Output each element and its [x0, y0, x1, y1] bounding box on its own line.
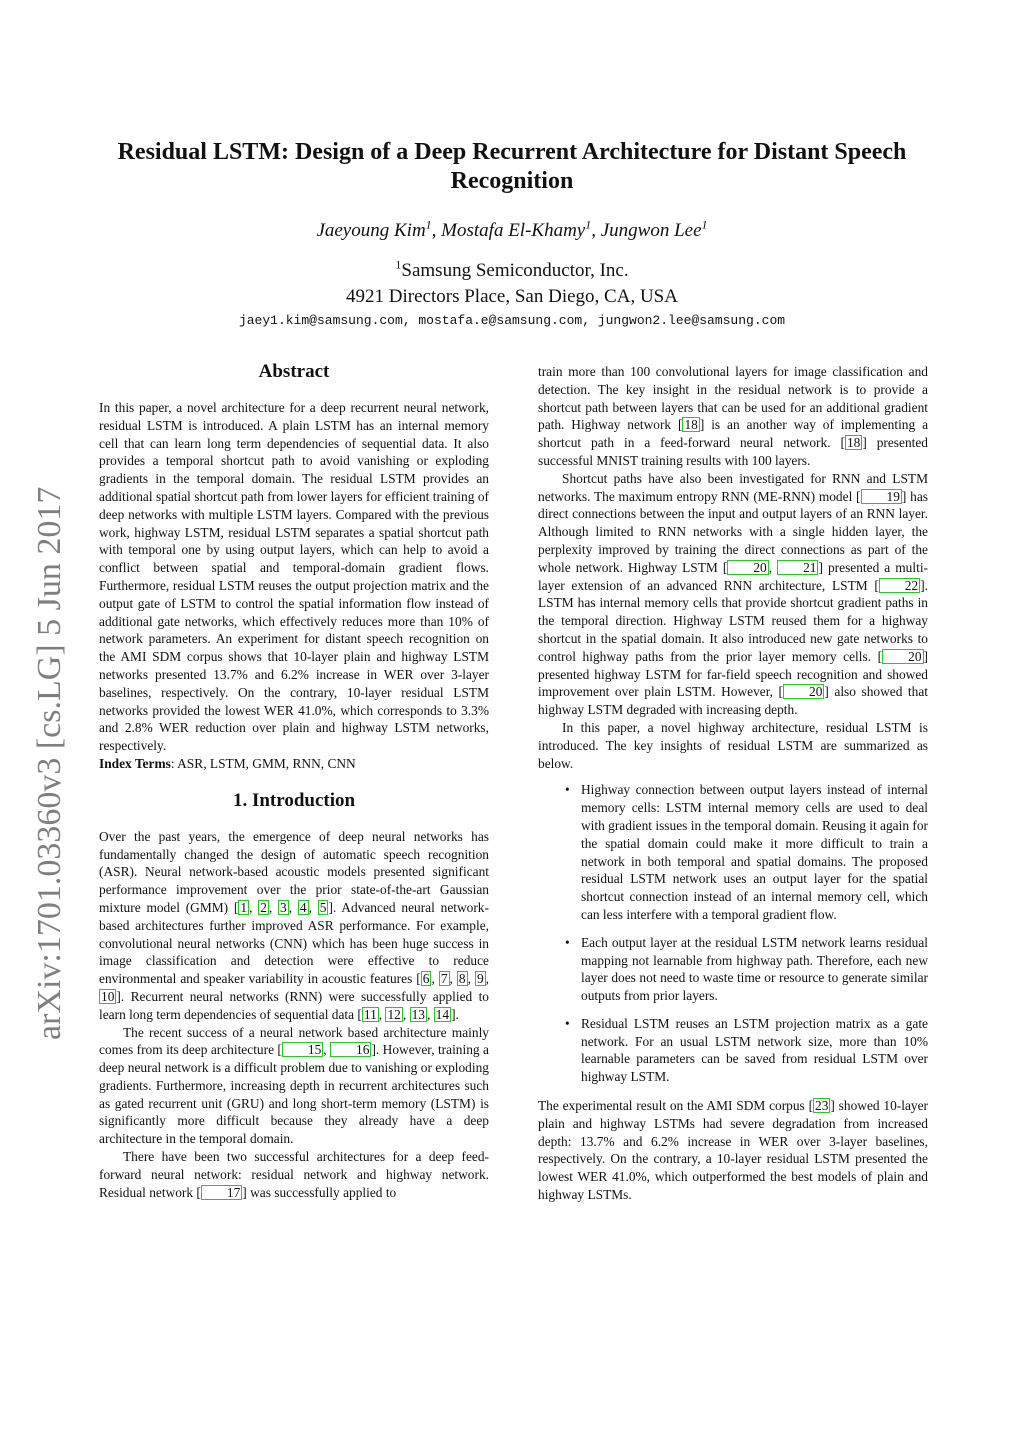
intro-paragraph-4: train more than 100 convolutional layers for image classification and detection. The key insight in the residual network is to provide a shortcut path between layers that can be used for an additional gradient path. Highway network [ 18 ] is an another way of implementing a shortcut path in a feed-forward neural network. [ 18 ] presented successful MNIST training results with 100 layers.: [538, 364, 929, 468]
citation-link[interactable]: 9: [476, 971, 484, 987]
paper-title: Residual LSTM: Design of a Deep Recurrent Architecture for Distant Speech Recognition: [117, 139, 907, 194]
intro-paragraph-7: The experimental result on the AMI SDM corpus [ 23 ] showed 10-layer plain and highway LSTMs had severe degradation from increased depth: 13.7% and 6.2% increase in WER over 3-layer baselines, respectively. On the contrary, a 10-layer residual LSTM presented the lowest WER 41.0%, which outperformed the best models of plain and highway LSTMs.: [538, 1098, 928, 1203]
bullet-icon: •: [565, 934, 570, 950]
index-terms-label: Index Terms: [99, 755, 171, 771]
author-2: Mostafa El-Khamy: [441, 220, 586, 241]
author-1-affil: 1: [425, 217, 432, 232]
citation-link[interactable]: 20: [727, 560, 768, 575]
citation-link[interactable]: 5: [319, 899, 327, 915]
citation-link[interactable]: 12: [387, 1006, 401, 1022]
arxiv-identifier: arXiv:1701.03360v3 [cs.LG] 5 Jun 2017: [31, 486, 68, 1040]
list-item: • Highway connection between output layers instead of internal memory cells: LSTM internal memory cells are used to deal with gradient issues in the temporal domain. Reusing it again for the spatial domain could make it more difficult to train a network in both temporal and spatial domains. The proposed residual LSTM network uses an output layer for the spatial shortcut connection instead of an internal memory cell, which can less interfere with a temporal gradient flow.: [565, 782, 928, 922]
index-terms: [99, 755, 489, 773]
citation-link[interactable]: 19: [861, 489, 902, 504]
left-column: [99, 360, 489, 1201]
author-1: Jaeyoung Kim: [316, 220, 426, 241]
citation-link[interactable]: 21: [777, 560, 818, 575]
author-3: Jungwon Lee: [600, 220, 702, 241]
citation-link[interactable]: 17: [201, 1185, 242, 1200]
intro-paragraph-5: Shortcut paths have also been investigated for RNN and LSTM networks. The maximum entropy RNN (ME-RNN) model [ 19 ] has direct connections between the input and output layers of an RNN layer. Although limited to RNN networks with a single hidden layer, the perplexity improved by training the direct connections as part of the whole network. Highway LSTM [ 20 , 21 ] presented a multi-layer extension of an advanced RNN architecture, LSTM [ 22 ]. LSTM has internal memory cells that provide shortcut gradient paths in the temporal direction. Highway LSTM reused them for a highway shortcut in the spatial domain. It also introduced new gate networks to control highway paths from the prior layer memory cells. [ 20 ] presented highway LSTM for far-field speech recognition and showed improvement over plain LSTM. However, [ 20 ] also showed that highway LSTM degraded with increasing depth.: [538, 470, 929, 718]
abstract-heading: Abstract: [258, 361, 330, 382]
right-column: [538, 363, 928, 1204]
affiliation: [90, 258, 934, 283]
citation-link[interactable]: 20: [882, 649, 923, 664]
index-terms-list: : ASR, LSTM, GMM, RNN, CNN: [170, 755, 356, 771]
affiliation-marker: 1: [395, 257, 402, 272]
author-separator: ,: [431, 220, 442, 241]
affiliation-address: 4921 Directors Place, San Diego, CA, USA: [346, 286, 678, 307]
citation-link[interactable]: 1: [240, 899, 248, 915]
citation-link[interactable]: 18: [846, 435, 861, 451]
key-insights-list: [538, 781, 928, 1086]
citation-link[interactable]: 6: [422, 971, 430, 987]
citation-link[interactable]: 7: [440, 971, 448, 987]
bullet-icon: •: [565, 1015, 570, 1031]
citation-link[interactable]: 16: [330, 1042, 371, 1057]
intro-heading: 1. Introduction: [232, 789, 356, 811]
author-3-affil: 1: [701, 217, 708, 232]
list-item: • Residual LSTM reuses an LSTM projection matrix as a gate network. For an usual LSTM network size, more than 10% learnable parameters can be saved from residual LSTM over highway LSTM.: [565, 1015, 928, 1085]
author-separator: ,: [591, 220, 601, 241]
citation-link[interactable]: 22: [879, 578, 920, 593]
citation-link[interactable]: 10: [101, 988, 115, 1004]
citation-link[interactable]: 8: [458, 971, 466, 987]
citation-link[interactable]: 4: [299, 899, 307, 915]
citation-link[interactable]: 18: [684, 417, 698, 433]
author-list: [90, 219, 934, 243]
affiliation-name: Samsung Semiconductor, Inc.: [401, 260, 629, 281]
abstract-text: In this paper, a novel architecture for a deep recurrent neural network, residual LSTM is introduced. A plain LSTM has an internal memory cell that can learn long term dependencies of sequential data. It also provides a temporal shortcut path to avoid vanishing or exploding gradients in the temporal domain. The residual LSTM provides an additional spatial shortcut path from lower layers for efficient training of deep networks with multiple LSTM layers. Compared with the previous work, highway LSTM, residual LSTM separates a spatial shortcut path with temporal one by using output layers, which can help to avoid a conflict between spatial and temporal-domain gradient flows. Furthermore, residual LSTM reuses the output projection matrix and the output gate of LSTM to control the spatial information flow instead of additional gate networks, which effectively reduces more than 10% of network parameters. An experiment for distant speech recognition on the AMI SDM corpus shows that 10-layer plain and highway LSTM networks presented 13.7% and 6.2% increase in WER over 3-layer baselines, respectively. On the contrary, 10-layer residual LSTM networks provided the lowest WER 41.0%, which corresponds to 3.3% and 2.8% WER reduction over plain and highway LSTM networks, respectively.: [99, 400, 489, 754]
intro-paragraph-3: There have been two successful architectures for a deep feed-forward neural network: residual network and highway network. Residual network [ 17 ] was successfully applied to: [99, 1149, 489, 1200]
intro-paragraph-2: The recent success of a neural network based architecture mainly comes from its deep architecture [ 15 , 16 ]. However, training a deep neural network is a difficult problem due to vanishing or exploding gradients. Furthermore, increasing depth in recurrent architectures such as gated recurrent unit (GRU) and long short-term memory (LSTM) is significantly more difficult because they already have a deep architecture in the temporal domain.: [99, 1024, 489, 1147]
citation-link[interactable]: 14: [435, 1006, 450, 1022]
author-2-affil: 1: [585, 217, 592, 232]
citation-link[interactable]: 13: [411, 1006, 425, 1022]
citation-link[interactable]: 3: [280, 899, 287, 915]
citation-link[interactable]: 23: [815, 1098, 829, 1114]
intro-paragraph-6: In this paper, a novel highway architecture, residual LSTM is introduced. The key insights of residual LSTM are summarized as below.: [538, 719, 928, 771]
citation-link[interactable]: 2: [260, 899, 267, 915]
intro-paragraph-1: Over the past years, the emergence of deep neural networks has fundamentally changed the design of automatic speech recognition (ASR). Neural network-based acoustic models presented significant performance improvement over the prior state-of-the-art Gaussian mixture model (GMM) [ 1 , 2 , 3 , 4 , 5 ]. Advanced neural network-based architectures further improved ASR performance. For example, convolutional neural networks (CNN) which has been huge success in image classification and detection were effective to reduce environmental and speaker variability in acoustic features [ 6 , 7 , 8 , 9 , 10 ]. Recurrent neural networks (RNN) were successfully applied to learn long term dependencies of sequential data [ 11 , 12 , 13 , 14 ].: [99, 828, 489, 1022]
list-item: • Each output layer at the residual LSTM network learns residual mapping not learnable from highway path. Therefore, each new layer does not need to waste time or resource to generate similar outputs from prior layers.: [565, 934, 928, 1004]
citation-link[interactable]: 11: [363, 1006, 377, 1022]
citation-link[interactable]: 20: [783, 684, 824, 699]
author-emails: jaey1.kim@samsung.com, mostafa.e@samsung.com, jungwon2.lee@samsung.com: [238, 313, 786, 328]
citation-link[interactable]: 15: [282, 1042, 323, 1057]
bullet-icon: •: [565, 782, 570, 798]
